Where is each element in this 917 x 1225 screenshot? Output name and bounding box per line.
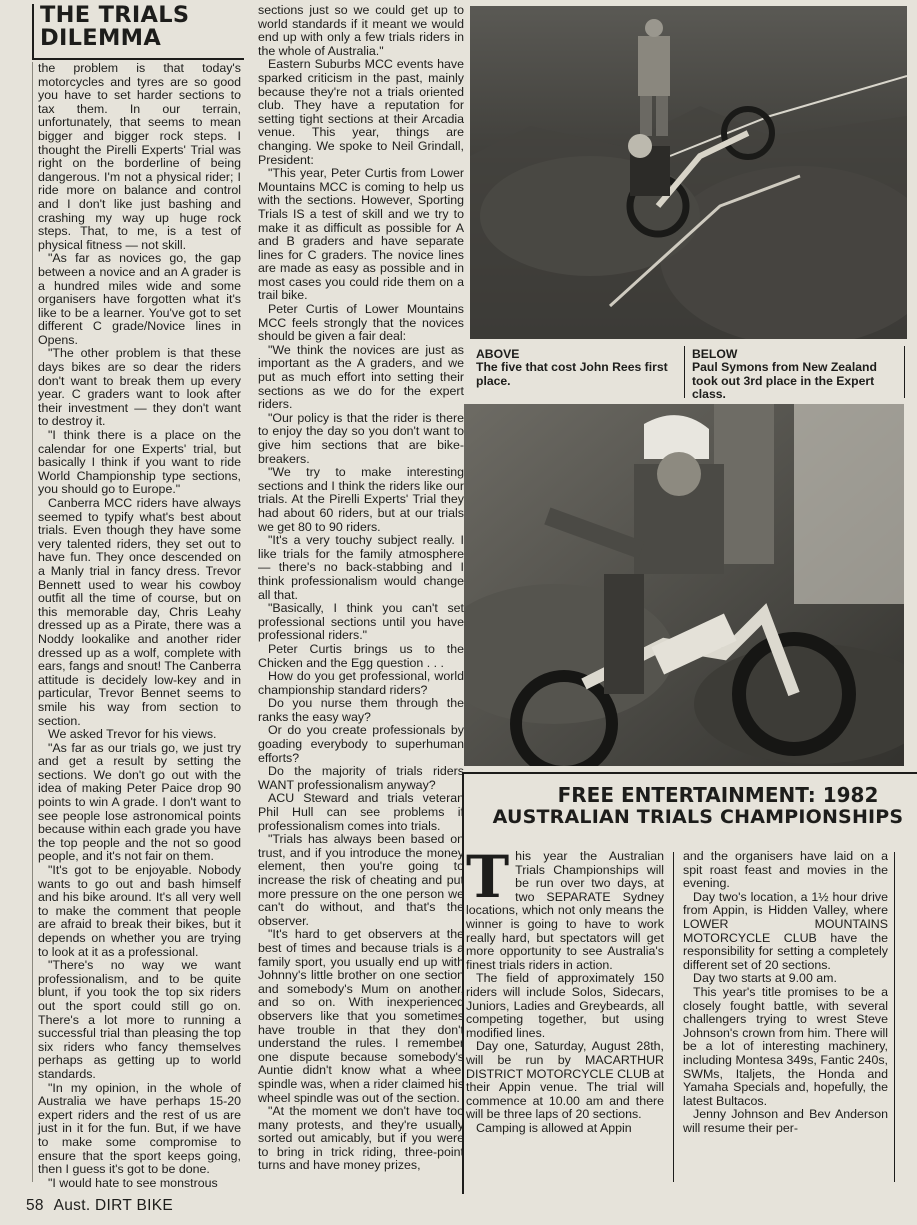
article-col2-paragraph: Eastern Suburbs MCC events have sparked criticism in the past, mainly because they're not a trials oriented club. They have a reputation for setting tight sections at their Arcadia venue. This year, things are changing. We spoke to Neil Grindall, President: [258, 57, 464, 167]
headline-line-1: THE TRIALS [40, 2, 190, 28]
entertainment-heading [478, 784, 917, 828]
headline-rule-bottom [32, 58, 244, 60]
article-col2-paragraph: ACU Steward and trials veteran Phil Hull can see problems if professionalism comes into trials. [258, 791, 464, 833]
page-footer [26, 1197, 173, 1215]
entertainment-column-rule [673, 852, 674, 1182]
entertainment-col2-paragraph: Day two starts at 9.00 am. [693, 971, 837, 986]
article-col2-paragraph: How do you get professional, world championship standard riders? [258, 669, 464, 697]
entertainment-col1-paragraph: Day one, Saturday, August 28th, will be run by MACARTHUR DISTRICT MOTORCYCLE CLUB at their Appin venue. The trial will commence at 10.00 am and there will be three laps of 20 sections. [466, 1039, 664, 1122]
article-col2-paragraph: Peter Curtis of Lower Mountains MCC feels strongly that the novices should be given a fair deal: [258, 302, 464, 344]
headline [32, 4, 244, 50]
article-col2-paragraph: "Trials has always been based on trust, and if you introduce the money element, then you're going to increase the risk of cheating and put more pressure on the one person we can't do without, and that's the observer. [258, 832, 464, 928]
caption-below [692, 348, 897, 402]
article-col1-paragraph: Canberra MCC riders have always seemed to typify what's best about trials. Even though they have some very talented riders, they set out to have fun. They once descended on a Manly trial in fancy dress. Trevor Bennett used to wear his cowboy outfit all the time of course, but on this memorable day, Chris Leahy dressed up as a Pirate, there was a Noddy lookalike and another rider dressed up as a wolf, complete with ears, fangs and snout! The Canberra attitude is decidely low-key and in particular, Trevor Bennet seems to smile his way from section to section. [38, 496, 241, 728]
article-col1-paragraph: the problem is that today's motorcycles and tyres are so good you have to set harder sections to tax them. In our terrain, unfortunately, that seems to mean bigger and bigger rock steps. I thought the Pirelli Experts' Trial was right on the borderline of being dangerous. I'm not a physical rider; I ride more on balance and control and I don't like just bashing and crashing my way up huge rock steps. That, to me, is a test of physical fitness — not skill. [38, 61, 241, 252]
article-col2-paragraph: "It's hard to get observers at the best of times and because trials is a family sport, you usually end up with Johnny's little brother on one section and somebody's Mum on another, and so on. With inexperienced observers like that you sometimes have trouble in that they don't understand the rules. I remember one dispute because somebody's Auntie didn't know what a wheel spindle was, when a rider claimed his wheel spindle was out of the section. [258, 927, 464, 1105]
article-col2-paragraph: sections just so we could get up to world standards if it meant we would end up with only a few trials riders in the whole of Australia." [258, 3, 464, 58]
drop-cap: T [466, 843, 510, 911]
article-col2-paragraph: "At the moment we don't have too many protests, and they're usually sorted out amicably, but if you were to bring in trick riding, three-point turns and have money prizes, [258, 1104, 464, 1173]
column-rule-1 [32, 62, 33, 1182]
entertainment-column-rule-right [894, 852, 895, 1182]
entertainment-col2-paragraph: Day two's location, a 1½ hour drive from Appin, is Hidden Valley, where LOWER MOUNTAINS MOTORCYCLE CLUB have the responsibility for setting a completely different set of 20 sections. [683, 889, 888, 972]
article-col2-paragraph: "This year, Peter Curtis from Lower Mountains MCC is coming to help us with the sections. However, Sporting Trials IS a test of skill and we try to make it as difficult as possible for A and B graders and have separate lines for C graders. The novice lines are made as easy as possible and in most cases you could ride them on a trail bike. [258, 166, 464, 303]
article-col2-paragraph: Or do you create professionals by goading everybody to superhuman efforts? [258, 723, 464, 765]
entertainment-col2-paragraph: Jenny Johnson and Bev Anderson will resume their per- [683, 1107, 888, 1135]
article-col1-paragraph: "As far as novices go, the gap between a novice and an A grader is a hundred miles wide and some organisers have forgotten what it's like to be a learner. You've got to set different C grade/Novice lines in Opens. [38, 251, 241, 347]
entertainment-column-2 [683, 850, 888, 1135]
article-col1-paragraph: "I think there is a place on the calendar for one Experts' trial, but basically I think if you want to ride World Championship type sections, you should go to Europe." [38, 428, 241, 497]
article-column-2 [258, 4, 464, 1173]
article-col2-paragraph: "We try to make interesting sections and I think the riders like our trials. At the Pirelli Experts' Trial they had about 60 riders, but at our trials we get 80 to 90 riders. [258, 465, 464, 534]
page-number: 58 [26, 1197, 44, 1214]
article-col1-paragraph: "As far as our trials go, we just try and get a result by setting the sections. We don't go out with the idea of making Peter Paice drop 90 points to win A grade. I don't want to see people lose astronomical points because within each grade you have the top people and the not so good people, and it's not fair on them. [38, 740, 241, 864]
headline-rule-left [32, 4, 34, 60]
caption-rule [684, 346, 685, 398]
entertainment-col2-paragraph: This year's title promises to be a closely fought battle, with several challengers trying to wrest Steve Johnson's crown from him. There will be a lot of interesting machinery, including Montesa 349s, Fantic 240s, SWMs, Italjets, the Honda and Yamaha Specials and, hopefully, the latest Bultacos. [683, 984, 888, 1108]
entertainment-heading-line-2: AUSTRALIAN TRIALS CHAMPIONSHIPS [492, 806, 904, 828]
article-col2-paragraph: "It's a very touchy subject really. I like trials for the family atmosphere — there's no back-stabbing and I think professionalism would change all that. [258, 533, 464, 602]
photo-below-image [464, 404, 904, 766]
article-col2-paragraph: Do the majority of trials riders WANT professionalism anyway? [258, 764, 464, 792]
caption-above [476, 348, 676, 388]
article-col1-paragraph: "It's got to be enjoyable. Nobody wants to go out and bash himself and his bike around. It's all very well to make the comment that people are afraid to break their bikes, but it depends on whether you are trying to look at it as a professional. [38, 863, 241, 959]
photo-above-image [470, 6, 907, 339]
entertainment-col1-paragraph: his year the Australian Trials Championships will be run over two days, at two SEPARATE Sydney locations, which not only means the winner is going to have to work really hard, but spectators will get more opportunity to see Australia's finest trials riders in action. [466, 849, 664, 972]
article-col2-paragraph: "We think the novices are just as important as the A graders, and we put as much effort into setting their sections as we do for the expert riders. [258, 342, 464, 412]
article-col1-paragraph: "The other problem is that these days bikes are so dear the riders don't want to break them up every year. C graders want to look after their investment — they don't want to destroy it. [38, 346, 241, 429]
article-col2-paragraph: Do you nurse them through the ranks the easy way? [258, 696, 464, 724]
article-col1-paragraph: "I would hate to see monstrous [48, 1175, 218, 1190]
article-col1-paragraph: We asked Trevor for his views. [48, 727, 217, 742]
photo-above-rider-rock-step [470, 6, 907, 339]
caption-above-text: The five that cost John Rees first place. [476, 360, 668, 388]
caption-below-title: BELOW [692, 347, 738, 361]
article-col1-paragraph: "There's no way we want professionalism, and to be quite blunt, if you took the top six riders out the sport could still go on. There's a lot more to running a successful trial than pleasing the top six riders who fancy themselves perhaps as getting up to world standards. [38, 958, 241, 1081]
headline-box [32, 4, 244, 60]
magazine-name: Aust. DIRT BIKE [53, 1197, 173, 1214]
article-col2-paragraph: "Basically, I think you can't set professional sections until you have professional riders." [258, 601, 464, 643]
caption-below-text: Paul Symons from New Zealand took out 3rd place in the Expert class. [692, 360, 877, 402]
entertainment-heading-line-1: FREE ENTERTAINMENT: 1982 [557, 783, 879, 807]
article-col1-paragraph: "In my opinion, in the whole of Australia we have perhaps 15-20 expert riders and the rest of us are just in it for the fun. But, if we have to make some compromise to ensure that the sport keeps going, then I guess it's got to be done. [38, 1080, 241, 1177]
entertainment-col1-paragraph: The field of approximately 150 riders will include Solos, Sidecars, Juniors, Ladies and Greybeards, all competing together, but using modified lines. [466, 971, 664, 1040]
headline-line-2: DILEMMA [40, 25, 162, 51]
photo-below-paul-symons [464, 404, 904, 766]
entertainment-column-1 [466, 843, 664, 1135]
entertainment-col2-paragraph: and the organisers have laid on a spit roast feast and movies in the evening. [683, 849, 888, 891]
entertainment-col1-paragraph: Camping is allowed at Appin [476, 1120, 632, 1135]
caption-above-title: ABOVE [476, 347, 520, 361]
article-col2-paragraph: "Our policy is that the rider is there to enjoy the day so you don't want to give him sections that are bike-breakers. [258, 410, 464, 466]
article-col2-paragraph: Peter Curtis brings us to the Chicken and the Egg question . . . [258, 641, 464, 670]
article-column-1 [38, 62, 241, 1190]
caption-rule-right [904, 346, 905, 398]
